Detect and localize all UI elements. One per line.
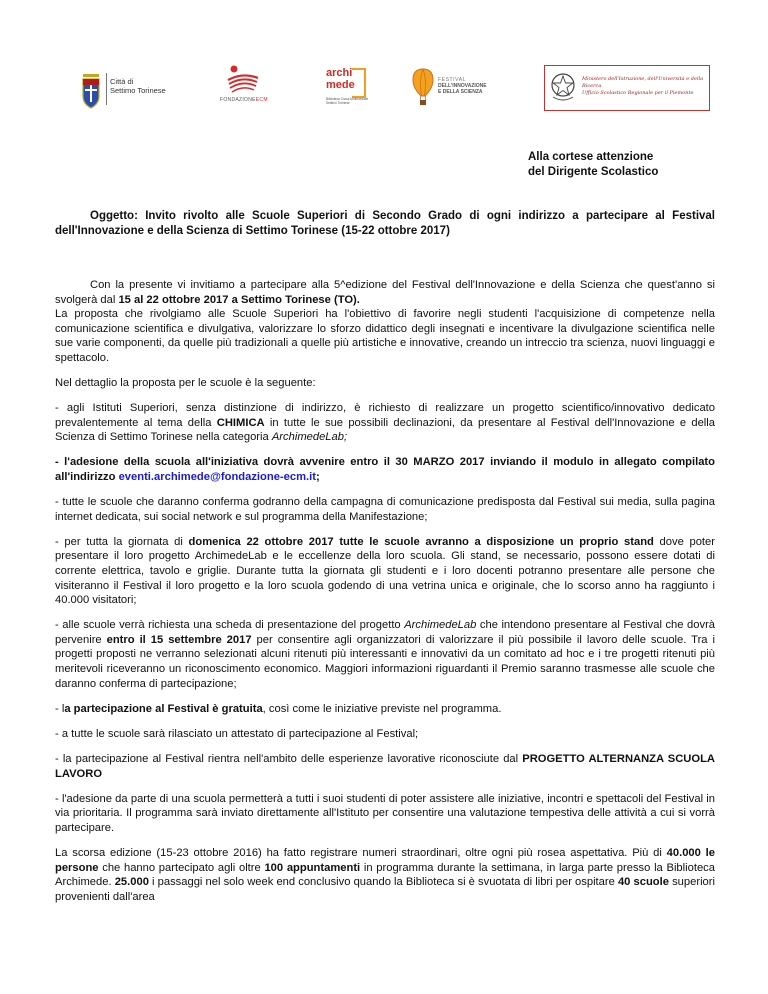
archimede-caption: Biblioteca Civica Multimediale Settimo Torinese xyxy=(326,97,369,105)
addressee-line2: del Dirigente Scolastico xyxy=(528,166,659,178)
ministry-line2: Ufficio Scolastico Regionale per il Piemonte xyxy=(582,90,694,96)
paragraph-project: - agli Istituti Superiori, senza distinzione di indirizzo, è richiesto di realizzare un progetto scientifico/innovativo dedicato prevalentemente al tema della CHIMICA in tutte le sue possibili declinazioni, da presentare al Festival dell'Innovazione e della Scienza di Settimo Torinese nella categoria ArchimedeLab; xyxy=(55,402,715,444)
fondazione-ecm-logo xyxy=(216,62,276,112)
fondazione-swirl-icon xyxy=(226,64,260,94)
archimede-line2: mede xyxy=(326,79,355,91)
ministry-logo xyxy=(544,62,710,112)
paragraph-deadline: - l'adesione della scuola all'iniziativa dovrà avvenire entro il 30 MARZO 2017 inviando il modulo in allegato compilato all'indirizzo eventi.archimede@fondazione-ecm.it; xyxy=(55,456,715,484)
city-logo xyxy=(80,62,190,112)
festival-line3: E DELLA SCIENZA xyxy=(438,89,483,95)
paragraph-last-edition: La scorsa edizione (15-23 ottobre 2016) ha fatto registrare numeri straordinari, oltre ogni più rosea aspettativa. Più di 40.000 le persone che hanno partecipato agli oltre 100 appuntamenti in programma durante la settimana, in larga parte presso la Biblioteca Archimede. 25.000 i passaggi nel solo week end conclusivo quando la Biblioteca si è svuotata di libri per ospitare 40 scuole superiori provenienti dall'area xyxy=(55,846,715,903)
fondazione-label: FONDAZIONE xyxy=(220,97,256,103)
subject-line xyxy=(55,209,715,239)
paragraph-free: - la partecipazione al Festival è gratuita, così come le iniziative previste nel programma. xyxy=(55,702,502,715)
paragraph-alternanza: - la partecipazione al Festival rientra nell'ambito delle esperienze lavorative riconosciute dal PROGETTO ALTERNANZA SCUOLA LAVORO xyxy=(55,752,715,780)
city-crest-icon xyxy=(80,70,102,110)
paragraph-communication: - tutte le scuole che daranno conferma godranno della campagna di comunicazione predisposta dal Festival sui media, sulla pagina internet dedicata, sui social network e sul programma della Manifestazione; xyxy=(55,496,715,523)
city-logo-line2: Settimo Torinese xyxy=(110,86,166,95)
balloon-icon xyxy=(412,68,434,108)
paragraph-stand: - per tutta la giornata di domenica 22 ottobre 2017 tutte le scuole avranno a disposizione un proprio stand dove poter presentare il loro progetto ArchimedeLab e le eccellenze della loro scuola. Gli stand, se necessario, possono essere dotati di corrente elettrica, tavolo e griglie. Durante tutta la giornata gli studenti e i loro docenti potranno presentare alle persone che visiteranno il Festival il loro progetto e la loro scuola godendo di una vetrina unica e originale, che lo scorso anno ha raggiunto i 40.000 visitatori; xyxy=(55,535,715,607)
letter-body xyxy=(55,278,715,915)
festival-line1: FESTIVAL xyxy=(438,77,467,83)
paragraph-details-intro: Nel dettaglio la proposta per le scuole è la seguente: xyxy=(55,377,316,390)
paragraph-certificate: - a tutte le scuole sarà rilasciato un attestato di partecipazione al Festival; xyxy=(55,727,419,740)
paragraph-proposal: La proposta che rivolgiamo alle Scuole Superiori ha l'obiettivo di favorire negli studenti l'acquisizione di competenze nella comunicazione scientifica e divulgativa, valorizzare lo sforzo didattico degli insegnati e incentivare la divulgazione scientifica nelle sue varie componenti, da quelle più tradizionali a quelle più artistiche e innovative, creando un intreccio tra scienza, nuovi linguaggi e spettacolo. xyxy=(55,308,715,364)
festival-logo xyxy=(410,62,530,112)
addressee-line1: Alla cortese attenzione xyxy=(528,151,654,163)
addressee-block xyxy=(528,150,658,180)
subject-text: Oggetto: Invito rivolto alle Scuole Superiori di Secondo Grado di ogni indirizzo a partecipare al Festival dell'Innovazione e della Scienza di Settimo Torinese (15-22 ottobre 2017) xyxy=(55,210,715,237)
ministry-line1: Ministero dell'Istruzione, dell'Università e della Ricerca xyxy=(582,76,704,89)
paragraph-presentation: - alle scuole verrà richiesta una scheda di presentazione del progetto ArchimedeLab che intendono presentare al Festival che dovrà pervenire entro il 15 settembre 2017 per consentire agli organizzatori di valorizzare il più possibile il lavoro delle scuole. Tra i progetti proposti ne verranno selezionati alcuni ritenuti più interessanti e innovativi da un comitato ad hoc e i tre progetti ritenuti più meritevoli riceveranno un riconoscimento economico. Maggiori informazioni riguardanti il Premio saranno trasmesse alle scuole che daranno conferma di partecipazione; xyxy=(55,619,716,690)
archimede-line1: archi xyxy=(326,67,353,79)
festival-line2: DELL'INNOVAZIONE xyxy=(438,83,487,89)
city-logo-line1: Città di xyxy=(110,77,134,86)
paragraph-intro: Con la presente vi invitiamo a partecipare alla 5^edizione del Festival dell'Innovazione e della Scienza che quest'anno si svolgerà dal 15 al 22 ottobre 2017 a Settimo Torinese (TO). xyxy=(55,279,715,306)
paragraph-priority: - l'adesione da parte di una scuola permetterà a tutti i suoi studenti di poter assistere alle iniziative, incontri e spettacoli del Festival in via prioritaria. Il programma sarà inviato direttamente all'Istituto per consentire una valutazione tempestiva delle attività a cui si vorrà partecipare. xyxy=(55,792,715,834)
fondazione-suffix: ECM xyxy=(255,97,268,103)
republic-emblem-icon xyxy=(548,71,578,103)
email-link[interactable]: eventi.archimede@fondazione-ecm.it xyxy=(118,471,316,484)
archimede-logo xyxy=(320,62,380,112)
logo-strip xyxy=(70,62,710,112)
